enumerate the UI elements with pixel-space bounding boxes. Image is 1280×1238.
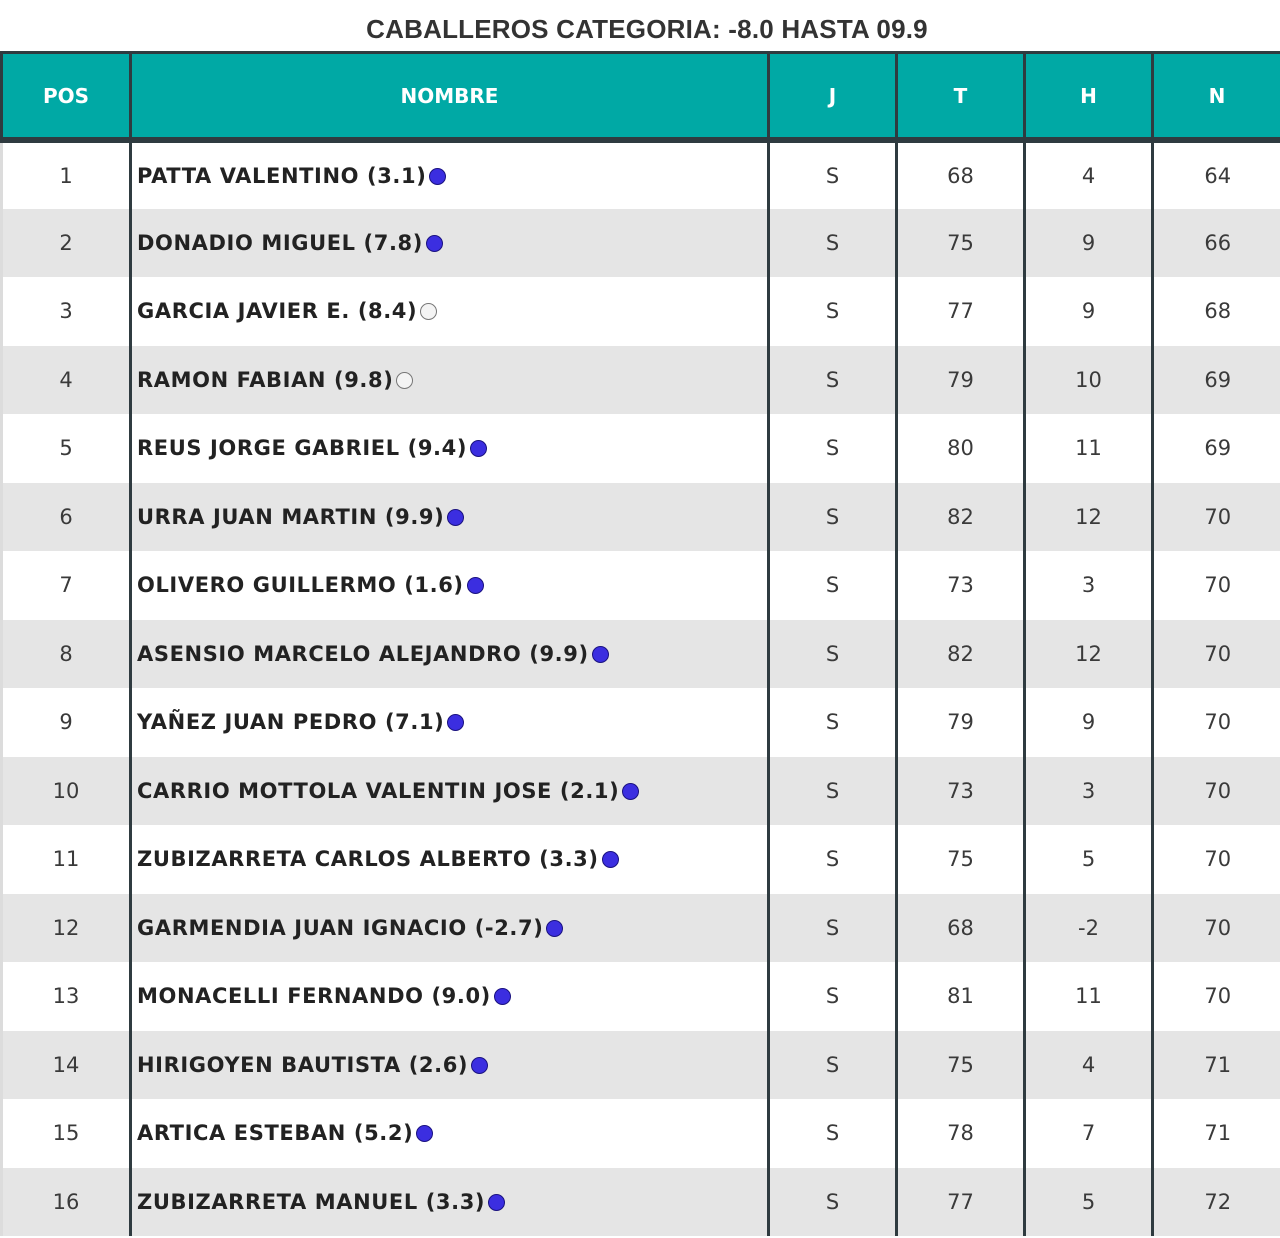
- cell-n: [1153, 962, 1280, 1031]
- cell-n: [1153, 757, 1280, 826]
- cell-h-text: 9: [1081, 299, 1096, 324]
- cell-h: [1025, 1168, 1153, 1237]
- cell-n-text: 70: [1204, 984, 1232, 1009]
- cell-n: [1153, 894, 1280, 963]
- cell-nombre: [131, 346, 769, 415]
- cell-pos-text: 1: [59, 163, 73, 188]
- cell-nombre-text: ZUBIZARRETA MANUEL (3.3): [137, 1189, 486, 1214]
- cell-n-text: 70: [1204, 504, 1232, 529]
- cell-j: [769, 757, 897, 826]
- cell-nombre: [131, 825, 769, 894]
- cell-n-text: 66: [1204, 230, 1232, 255]
- cell-j: [769, 962, 897, 1031]
- cell-j-text: S: [825, 163, 840, 188]
- cell-j-text: S: [825, 1121, 840, 1146]
- cell-j: [769, 825, 897, 894]
- cell-t: [897, 962, 1025, 1031]
- cell-n-text: 70: [1204, 915, 1232, 940]
- cell-h-text: 5: [1081, 1189, 1096, 1214]
- cell-pos-text: 3: [59, 299, 73, 324]
- cell-t: [897, 209, 1025, 278]
- cell-pos: [2, 140, 131, 209]
- cell-n: [1153, 1031, 1280, 1100]
- cell-t-text: 68: [947, 915, 974, 940]
- table-row: [2, 209, 1280, 278]
- blue-ball-icon: [592, 646, 609, 663]
- cell-nombre-text: GARCIA JAVIER E. (8.4): [137, 299, 418, 324]
- cell-j: [769, 620, 897, 689]
- cell-n-text: 70: [1204, 847, 1232, 872]
- cell-t: [897, 277, 1025, 346]
- cell-t-text: 82: [947, 504, 974, 529]
- cell-h: [1025, 620, 1153, 689]
- blue-ball-icon: [546, 920, 563, 937]
- cell-j-text: S: [825, 367, 840, 392]
- cell-n-text: 71: [1204, 1121, 1232, 1146]
- cell-h: [1025, 277, 1153, 346]
- cell-pos-text: 6: [59, 504, 73, 529]
- column-header-t: T: [897, 53, 1025, 141]
- cell-h-text: 4: [1081, 1052, 1096, 1077]
- cell-t-text: 73: [947, 573, 974, 598]
- table-row: [2, 620, 1280, 689]
- cell-pos: [2, 414, 131, 483]
- cell-nombre-text: ASENSIO MARCELO ALEJANDRO (9.9): [137, 641, 589, 666]
- table-row: [2, 140, 1280, 209]
- cell-t-text: 75: [947, 230, 974, 255]
- cell-pos-text: 15: [52, 1121, 80, 1146]
- blue-ball-icon: [471, 1057, 488, 1074]
- table-row: [2, 1031, 1280, 1100]
- cell-h-text: 12: [1075, 641, 1102, 666]
- leaderboard-table: [0, 51, 1280, 1236]
- cell-t: [897, 620, 1025, 689]
- cell-n: [1153, 140, 1280, 209]
- cell-j-text: S: [825, 230, 840, 255]
- cell-t-text: 68: [947, 163, 974, 188]
- cell-nombre-text: GARMENDIA JUAN IGNACIO (-2.7): [137, 915, 544, 940]
- blue-ball-icon: [447, 509, 464, 526]
- table-row: [2, 483, 1280, 552]
- cell-nombre: [131, 620, 769, 689]
- cell-h: [1025, 688, 1153, 757]
- cell-nombre-text: URRA JUAN MARTIN (9.9): [137, 504, 445, 529]
- cell-j: [769, 346, 897, 415]
- cell-n: [1153, 414, 1280, 483]
- cell-h-text: 12: [1075, 504, 1102, 529]
- cell-pos: [2, 1168, 131, 1237]
- blue-ball-icon: [470, 440, 487, 457]
- cell-h-text: -2: [1078, 915, 1099, 940]
- cell-nombre-text: PATTA VALENTINO (3.1): [137, 163, 427, 188]
- table-row: [2, 962, 1280, 1031]
- cell-h-text: 4: [1081, 163, 1096, 188]
- table-row: [2, 277, 1280, 346]
- cell-n-text: 70: [1204, 778, 1232, 803]
- cell-h-text: 10: [1075, 367, 1102, 392]
- cell-n-text: 70: [1204, 641, 1232, 666]
- cell-pos-text: 5: [59, 436, 73, 461]
- cell-n-text: 70: [1204, 573, 1232, 598]
- cell-t-text: 79: [947, 367, 974, 392]
- cell-j: [769, 140, 897, 209]
- cell-nombre: [131, 551, 769, 620]
- table-body: [2, 140, 1280, 1236]
- cell-t: [897, 825, 1025, 894]
- cell-t: [897, 414, 1025, 483]
- cell-t: [897, 688, 1025, 757]
- cell-j-text: S: [825, 1052, 840, 1077]
- cell-nombre: [131, 209, 769, 278]
- cell-n-text: 64: [1204, 163, 1232, 188]
- cell-pos: [2, 346, 131, 415]
- blue-ball-icon: [416, 1125, 433, 1142]
- cell-pos-text: 4: [59, 367, 73, 392]
- column-header-pos: POS: [2, 53, 131, 141]
- cell-j-text: S: [825, 504, 840, 529]
- blue-ball-icon: [494, 988, 511, 1005]
- cell-j: [769, 894, 897, 963]
- cell-nombre: [131, 1099, 769, 1168]
- cell-n: [1153, 551, 1280, 620]
- cell-j-text: S: [825, 915, 840, 940]
- cell-nombre-text: MONACELLI FERNANDO (9.0): [137, 984, 491, 1009]
- cell-h: [1025, 483, 1153, 552]
- cell-t-text: 81: [947, 984, 974, 1009]
- blue-ball-icon: [622, 783, 639, 800]
- cell-h: [1025, 962, 1153, 1031]
- cell-pos: [2, 551, 131, 620]
- column-header-nombre: NOMBRE: [131, 53, 769, 141]
- cell-nombre: [131, 140, 769, 209]
- cell-nombre-text: REUS JORGE GABRIEL (9.4): [137, 436, 468, 461]
- cell-n: [1153, 483, 1280, 552]
- cell-nombre-text: RAMON FABIAN (9.8): [137, 367, 394, 392]
- cell-t-text: 75: [947, 1052, 974, 1077]
- cell-pos: [2, 1031, 131, 1100]
- column-header-n: N: [1153, 53, 1280, 141]
- blue-ball-icon: [602, 851, 619, 868]
- cell-pos-text: 10: [52, 778, 80, 803]
- white-ball-icon: [420, 303, 437, 320]
- cell-nombre: [131, 894, 769, 963]
- table-row: [2, 688, 1280, 757]
- cell-pos-text: 14: [52, 1052, 80, 1077]
- cell-nombre: [131, 277, 769, 346]
- cell-j: [769, 1099, 897, 1168]
- cell-nombre-text: ZUBIZARRETA CARLOS ALBERTO (3.3): [137, 847, 599, 872]
- cell-nombre: [131, 1031, 769, 1100]
- cell-h-text: 11: [1075, 436, 1102, 461]
- cell-j-text: S: [825, 1189, 840, 1214]
- cell-h: [1025, 346, 1153, 415]
- cell-n-text: 69: [1204, 367, 1232, 392]
- cell-j-text: S: [825, 436, 840, 461]
- cell-h: [1025, 1099, 1153, 1168]
- cell-t: [897, 757, 1025, 826]
- cell-n: [1153, 620, 1280, 689]
- cell-n: [1153, 277, 1280, 346]
- cell-pos: [2, 209, 131, 278]
- cell-pos-text: 12: [52, 915, 80, 940]
- table-row: [2, 414, 1280, 483]
- cell-pos: [2, 894, 131, 963]
- cell-pos-text: 16: [52, 1189, 80, 1214]
- cell-t-text: 78: [947, 1121, 974, 1146]
- cell-n-text: 69: [1204, 436, 1232, 461]
- table-row: [2, 346, 1280, 415]
- cell-n-text: 68: [1204, 299, 1232, 324]
- cell-t-text: 80: [947, 436, 974, 461]
- cell-h: [1025, 140, 1153, 209]
- cell-h-text: 9: [1081, 230, 1096, 255]
- cell-nombre-text: CARRIO MOTTOLA VALENTIN JOSE (2.1): [137, 778, 620, 803]
- cell-h-text: 11: [1075, 984, 1102, 1009]
- cell-n: [1153, 209, 1280, 278]
- table-row: [2, 825, 1280, 894]
- cell-j: [769, 688, 897, 757]
- cell-n: [1153, 825, 1280, 894]
- blue-ball-icon: [447, 714, 464, 731]
- cell-pos: [2, 620, 131, 689]
- cell-h-text: 3: [1081, 573, 1096, 598]
- cell-pos: [2, 757, 131, 826]
- cell-pos: [2, 825, 131, 894]
- cell-n: [1153, 1168, 1280, 1237]
- cell-pos: [2, 1099, 131, 1168]
- cell-pos-text: 8: [59, 641, 73, 666]
- cell-h: [1025, 551, 1153, 620]
- white-ball-icon: [396, 372, 413, 389]
- cell-t: [897, 551, 1025, 620]
- cell-t: [897, 1099, 1025, 1168]
- page-title: CABALLEROS CATEGORIA: -8.0 HASTA 09.9: [366, 14, 928, 44]
- leaderboard: [0, 51, 1280, 1236]
- cell-t: [897, 346, 1025, 415]
- cell-j: [769, 483, 897, 552]
- cell-h: [1025, 414, 1153, 483]
- cell-nombre: [131, 1168, 769, 1237]
- cell-h: [1025, 1031, 1153, 1100]
- cell-nombre-text: OLIVERO GUILLERMO (1.6): [137, 573, 464, 598]
- blue-ball-icon: [429, 168, 446, 185]
- cell-h-text: 7: [1081, 1121, 1096, 1146]
- table-row: [2, 757, 1280, 826]
- cell-n: [1153, 688, 1280, 757]
- cell-nombre-text: DONADIO MIGUEL (7.8): [137, 230, 423, 255]
- table-row: [2, 1168, 1280, 1237]
- cell-j-text: S: [825, 299, 840, 324]
- blue-ball-icon: [467, 577, 484, 594]
- cell-nombre: [131, 688, 769, 757]
- cell-t-text: 73: [947, 778, 974, 803]
- cell-pos: [2, 962, 131, 1031]
- cell-j: [769, 277, 897, 346]
- cell-n-text: 71: [1204, 1052, 1232, 1077]
- cell-j-text: S: [825, 641, 840, 666]
- cell-h: [1025, 757, 1153, 826]
- cell-pos-text: 2: [59, 230, 73, 255]
- cell-j-text: S: [825, 778, 840, 803]
- cell-h-text: 3: [1081, 778, 1096, 803]
- cell-nombre-text: HIRIGOYEN BAUTISTA (2.6): [137, 1052, 469, 1077]
- cell-pos: [2, 483, 131, 552]
- cell-n-text: 72: [1204, 1189, 1232, 1214]
- cell-t-text: 82: [947, 641, 974, 666]
- cell-nombre-text: ARTICA ESTEBAN (5.2): [137, 1121, 414, 1146]
- cell-t: [897, 1031, 1025, 1100]
- cell-nombre: [131, 757, 769, 826]
- cell-t-text: 77: [947, 1189, 974, 1214]
- column-header-h: H: [1025, 53, 1153, 141]
- cell-pos-text: 13: [52, 984, 80, 1009]
- cell-j: [769, 414, 897, 483]
- cell-n: [1153, 1099, 1280, 1168]
- cell-j-text: S: [825, 984, 840, 1009]
- header-row: [2, 53, 1280, 141]
- table-row: [2, 1099, 1280, 1168]
- blue-ball-icon: [426, 235, 443, 252]
- cell-h-text: 5: [1081, 847, 1096, 872]
- cell-h: [1025, 825, 1153, 894]
- blue-ball-icon: [488, 1194, 505, 1211]
- cell-pos-text: 7: [59, 573, 73, 598]
- cell-n-text: 70: [1204, 710, 1232, 735]
- cell-t-text: 77: [947, 299, 974, 324]
- cell-t: [897, 140, 1025, 209]
- cell-h-text: 9: [1081, 710, 1096, 735]
- cell-j-text: S: [825, 573, 840, 598]
- cell-j: [769, 551, 897, 620]
- column-header-j: J: [769, 53, 897, 141]
- cell-j-text: S: [825, 847, 840, 872]
- cell-j: [769, 1168, 897, 1237]
- cell-h: [1025, 894, 1153, 963]
- cell-j-text: S: [825, 710, 840, 735]
- cell-nombre-text: YAÑEZ JUAN PEDRO (7.1): [137, 710, 445, 735]
- table-row: [2, 551, 1280, 620]
- cell-pos-text: 9: [59, 710, 73, 735]
- cell-t-text: 75: [947, 847, 974, 872]
- cell-pos-text: 11: [52, 847, 80, 872]
- cell-pos: [2, 688, 131, 757]
- cell-t: [897, 894, 1025, 963]
- cell-nombre: [131, 962, 769, 1031]
- cell-t-text: 79: [947, 710, 974, 735]
- cell-n: [1153, 346, 1280, 415]
- cell-t: [897, 1168, 1025, 1237]
- table-row: [2, 894, 1280, 963]
- cell-j: [769, 1031, 897, 1100]
- cell-h: [1025, 209, 1153, 278]
- cell-nombre: [131, 414, 769, 483]
- cell-j: [769, 209, 897, 278]
- cell-nombre: [131, 483, 769, 552]
- cell-t: [897, 483, 1025, 552]
- cell-pos: [2, 277, 131, 346]
